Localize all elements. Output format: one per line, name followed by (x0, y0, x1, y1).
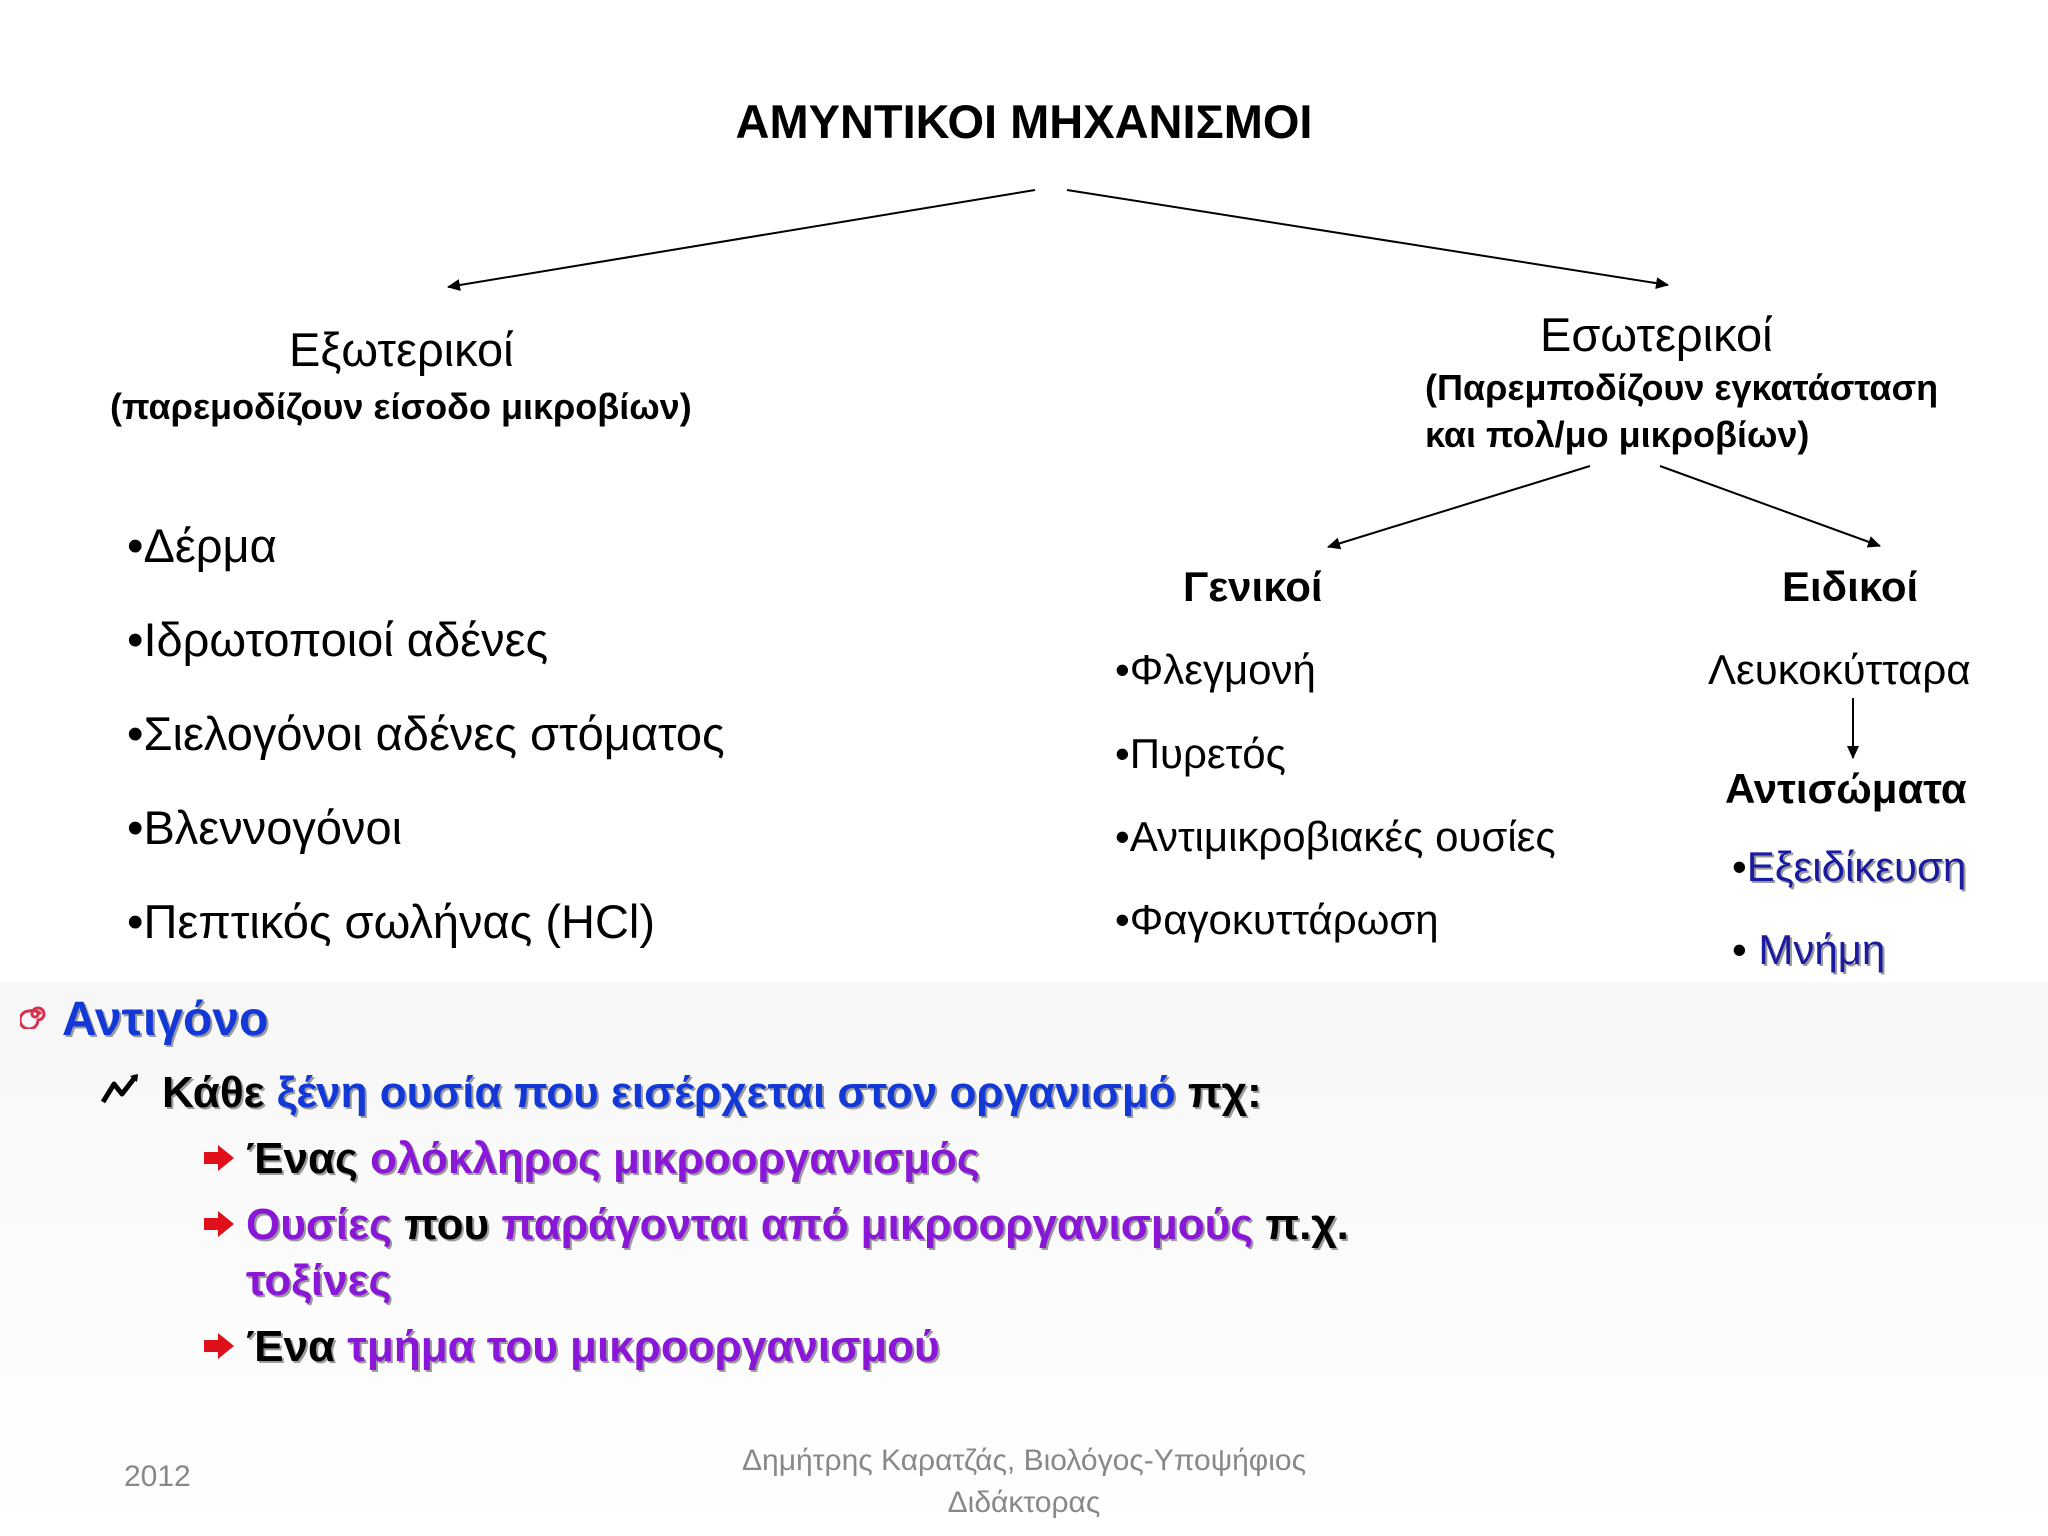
internal-subtitle-line2: και πολ/μο μικροβίων) (1425, 414, 1810, 455)
page-title: ΑΜΥΝΤΙΚΟΙ ΜΗΧΑΝΙΣΜΟΙ (735, 95, 1313, 148)
general-item: •Πυρετός (1115, 730, 1286, 777)
external-subtitle: (παρεμοδίζουν είσοδο μικροβίων) (110, 386, 692, 427)
example-toxins: τοξίνες (246, 1256, 392, 1305)
general-item: •Φαγοκυττάρωση (1115, 896, 1439, 943)
specific-item: •Εξειδίκευση (1732, 843, 1967, 890)
general-item: •Αντιμικροβιακές ουσίες (1115, 813, 1556, 860)
general-heading: Γενικοί (1183, 563, 1323, 610)
external-item: •Βλεννογόνοι (127, 801, 403, 854)
bullet: • (1732, 926, 1747, 973)
example-substances: Ουσίες που παράγονται από μικροοργανισμούς π.χ. (246, 1200, 1349, 1249)
arrow-to-external (448, 190, 1035, 287)
internal-subtitle-line1: (Παρεμποδίζουν εγκατάσταση (1425, 367, 1939, 408)
specific-item: • Μνήμη (1732, 926, 1886, 973)
external-item: •Ιδρωτοποιοί αδένες (127, 613, 549, 666)
spiral-bullet-icon (20, 999, 50, 1029)
red-arrow-bullet-icon (202, 1331, 236, 1361)
internal-heading: Εσωτερικοί (1540, 308, 1773, 361)
pen-bullet-icon (100, 1072, 142, 1106)
external-item: •Πεπτικός σωλήνας (HCl) (127, 895, 656, 948)
footer-year: 2012 (124, 1460, 191, 1493)
arrow-to-specific (1660, 466, 1880, 546)
arrow-to-internal (1067, 190, 1668, 285)
general-item: •Φλεγμονή (1115, 646, 1316, 693)
antibodies-heading: Αντισώματα (1725, 765, 1967, 812)
arrow-to-general (1328, 466, 1590, 547)
antigen-definition: Κάθε ξένη ουσία που εισέρχεται στον οργανισμό πχ: (162, 1068, 1262, 1117)
footer-author-line2: Διδάκτορας (947, 1486, 1101, 1519)
specific-cells: Λευκοκύτταρα (1708, 646, 1971, 693)
red-arrow-bullet-icon (202, 1209, 236, 1239)
footer-author (0, 1440, 2048, 1524)
example-whole-organism: Ένας ολόκληρος μικροοργανισμός (246, 1134, 980, 1183)
external-item: •Δέρμα (127, 519, 277, 572)
antigen-title: Αντιγόνο (62, 993, 269, 1046)
example-part-organism: Ένα τμήμα του μικροοργανισμού (246, 1322, 940, 1371)
external-item: •Σιελογόνοι αδένες στόματος (127, 707, 725, 760)
footer-author-line1: Δημήτρης Καρατζάς, Βιολόγος-Υποψήφιος (741, 1444, 1307, 1477)
red-arrow-bullet-icon (202, 1143, 236, 1173)
external-heading: Εξωτερικοί (289, 323, 514, 376)
bullet: • (1732, 843, 1747, 890)
specific-heading: Ειδικοί (1782, 563, 1919, 610)
